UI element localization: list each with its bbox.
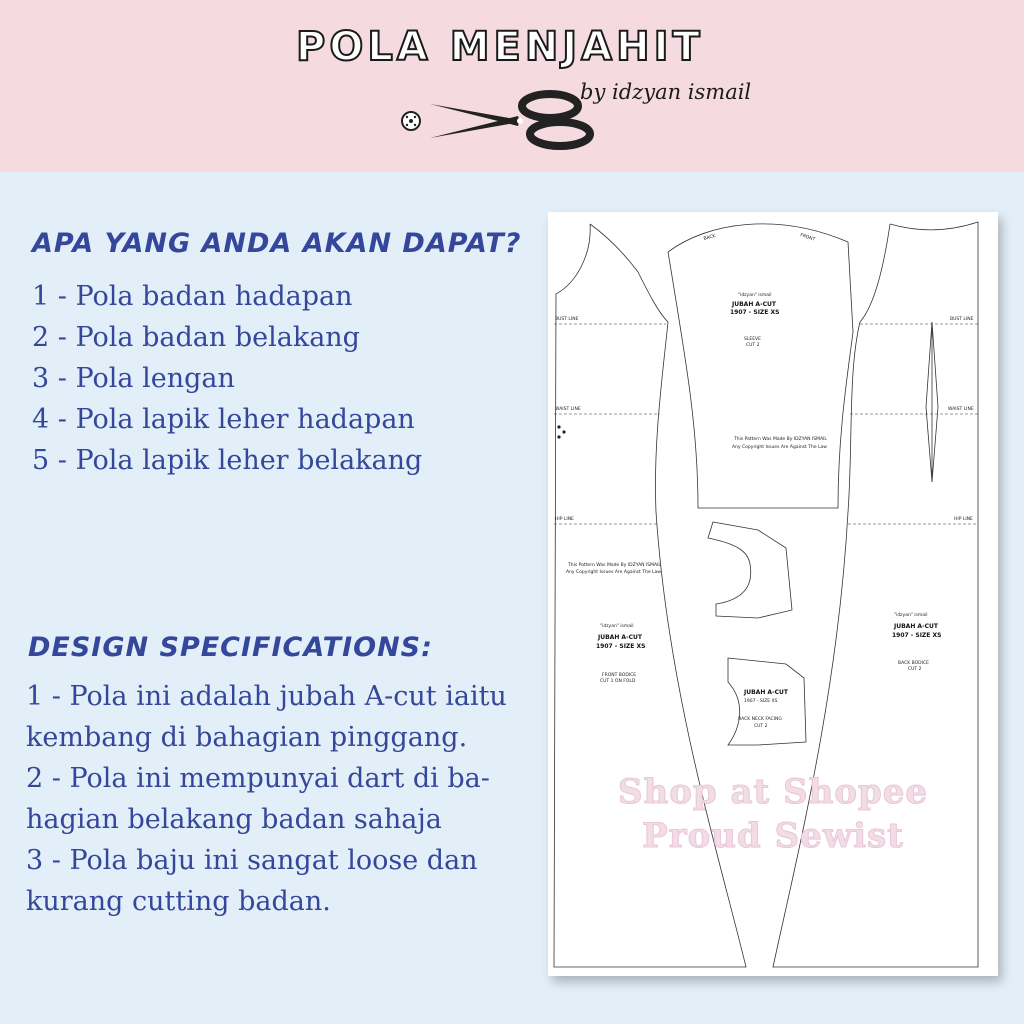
spec-line: kembang di bahagian pinggang. (26, 722, 468, 753)
front-bodice-title: JUBAH A-CUT (598, 634, 642, 641)
list-item: 5 - Pola lapik leher belakang (32, 445, 423, 476)
back-bodice-size: 1907 - SIZE XS (892, 632, 942, 639)
list-item: 4 - Pola lapik leher hadapan (32, 404, 415, 435)
pattern-items-list (32, 276, 422, 481)
spec-line: kurang cutting badan. (26, 886, 331, 917)
spec-line: 3 - Pola baju ini sangat loose dan (26, 845, 478, 876)
brand-byline: by idzyan ismail (580, 80, 752, 104)
sleeve-brand: "idzyan" ismail (738, 293, 772, 298)
spec-line: 2 - Pola ini mempunyai dart di ba- (26, 763, 490, 794)
pattern-drawing (548, 212, 998, 976)
list-item: 3 - Pola lengan (32, 363, 235, 394)
header-banner (0, 0, 1024, 172)
neck-facing-piece: BACK NECK FACING (738, 717, 782, 722)
watermark-line-1: Shop at Shopee (617, 772, 929, 812)
design-specs-text (26, 676, 526, 922)
bust-line-label-right: BUST LINE (950, 317, 974, 322)
spec-line: 1 - Pola ini adalah jubah A-cut iaitu (26, 681, 507, 712)
back-bodice-brand: "idzyan" ismail (894, 613, 928, 618)
list-item: 2 - Pola badan belakang (32, 322, 360, 353)
waist-line-label-left: WAIST LINE (555, 407, 581, 412)
back-bodice-piece: BACK BODICE (898, 661, 929, 666)
front-bodice-piece: FRONT BODICE (602, 673, 637, 678)
brand-title: POLA MENJAHIT (296, 24, 704, 70)
watermark-line-2: Proud Sewist (642, 816, 904, 856)
front-bodice-size: 1907 - SIZE XS (596, 643, 646, 650)
neck-facing-cut: CUT 2 (754, 724, 768, 729)
left-copyright2: Any Copyright Issues Are Against The Law (566, 570, 661, 575)
section-heading-what-you-get: APA YANG ANDA AKAN DAPAT? (32, 228, 522, 259)
front-bodice-brand: "idzyan" ismail (600, 624, 634, 629)
sleeve-piece: SLEEVE (744, 337, 761, 342)
sleeve-title: JUBAH A-CUT (732, 301, 776, 308)
pattern-sheet-image (548, 212, 998, 976)
hip-line-label-right: HIP LINE (954, 517, 973, 522)
back-bodice-cut: CUT 2 (908, 667, 922, 672)
waist-line-label-right: WAIST LINE (948, 407, 974, 412)
sleeve-copyright2: Any Copyright Issues Are Against The Law (732, 445, 827, 450)
sleeve-cut: CUT 2 (746, 343, 760, 348)
list-item: 1 - Pola badan hadapan (32, 281, 353, 312)
front-bodice-cut: CUT 1 ON FOLD (600, 679, 636, 684)
neck-facing-title: JUBAH A-CUT (744, 689, 788, 696)
neck-facing-size: 1907 - SIZE XS (744, 699, 778, 704)
sleeve-size: 1907 - SIZE XS (730, 309, 780, 316)
spec-line: hagian belakang badan sahaja (26, 804, 442, 835)
sleeve-copyright: This Pattern Was Made By IDZYAN ISMAIL (734, 437, 827, 442)
left-copyright: This Pattern Was Made By IDZYAN ISMAIL (568, 563, 661, 568)
sleeve-back-label: BACK (703, 233, 717, 242)
hip-line-label-left: HIP LINE (555, 517, 574, 522)
scissors-icon (400, 86, 610, 156)
section-heading-design-specs: DESIGN SPECIFICATIONS: (28, 632, 433, 663)
sleeve-front-label: FRONT (799, 233, 816, 243)
bust-line-label-left: BUST LINE (555, 317, 579, 322)
back-bodice-title: JUBAH A-CUT (894, 623, 938, 630)
